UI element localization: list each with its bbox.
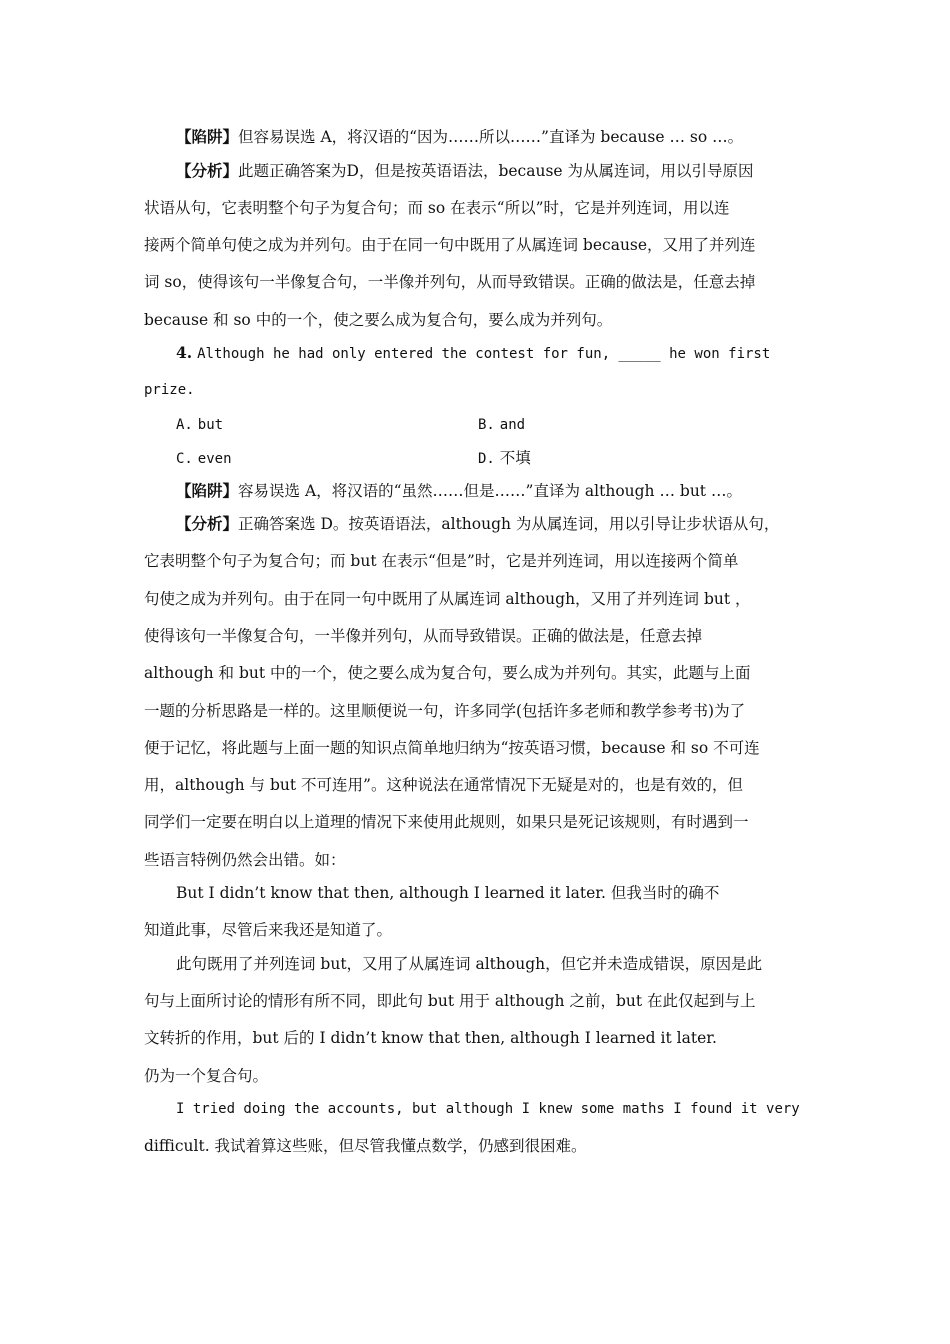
trap-tag: 【陷阱】	[176, 127, 239, 146]
analysis-paragraph-2-line-9: 同学们一定要在明白以上道理的情况下来使用此规则，如果只是死记该规则，有时遇到一	[144, 813, 749, 831]
trap-text: 但容易误选 A，将汉语的“因为……所以……”直译为 because … so …。	[238, 128, 744, 146]
trap-tag: 【陷阱】	[176, 481, 239, 500]
trap-paragraph-2	[176, 481, 742, 501]
example-sentence-2: I tried doing the accounts, but although I knew some maths I found it very	[176, 1101, 800, 1117]
analysis-paragraph-2-line-4: 使得该句一半像复合句，一半像并列句，从而导致错误。正确的做法是，任意去掉	[144, 627, 703, 645]
analysis-paragraph-1-line-5: because 和 so 中的一个，使之要么成为复合句，要么成为并列句。	[144, 311, 613, 329]
question-stem-cont: prize.	[144, 382, 195, 398]
analysis-paragraph-1-line-3: 接两个简单句使之成为并列句。由于在同一句中既用了从属连词 because，又用了并列连	[144, 236, 756, 254]
analysis-paragraph-2-line-3: 句使之成为并列句。由于在同一句中既用了从属连词 although，又用了并列连词 but ，	[144, 590, 751, 608]
analysis-paragraph-2-line-2: 它表明整个句子为复合句；而 but 在表示“但是”时，它是并列连词，用以连接两个简单	[144, 552, 739, 570]
analysis-paragraph-1-line-2: 状语从句，它表明整个句子为复合句；而 so 在表示“所以”时，它是并列连词，用以连	[144, 199, 730, 217]
trap-paragraph-1	[176, 127, 743, 147]
example-sentence-2-cont: difficult. 我试着算这些账，但尽管我懂点数学，仍感到很困难。	[144, 1137, 587, 1155]
analysis-paragraph-1-line-1	[176, 161, 754, 181]
question-4	[176, 343, 770, 364]
option-c: C. even	[176, 451, 232, 467]
question-stem: Although he had only entered the contest for fun, _____ he won first	[197, 346, 771, 362]
example-sentence-1: But I didn’t know that then, although I learned it later. 但我当时的确不	[176, 884, 720, 902]
analysis-text: 正确答案选 D。按英语语法，although 为从属连词，用以引导让步状语从句，	[238, 515, 780, 533]
explanation-line-1: 此句既用了并列连词 but，又用了从属连词 although，但它并未造成错误，原因是此	[176, 955, 763, 973]
analysis-tag: 【分析】	[176, 161, 239, 180]
analysis-paragraph-2-line-10: 些语言特例仍然会出错。如：	[144, 851, 346, 869]
explanation-line-4: 仍为一个复合句。	[144, 1067, 269, 1085]
analysis-paragraph-2-line-6: 一题的分析思路是一样的。这里顺便说一句，许多同学(包括许多老师和教学参考书)为了	[144, 702, 746, 720]
explanation-line-2: 句与上面所讨论的情形有所不同，即此句 but 用于 although 之前，but 在此仅起到与上	[144, 992, 756, 1010]
analysis-tag: 【分析】	[176, 514, 239, 533]
explanation-line-3: 文转折的作用，but 后的 I didn’t know that then, although I learned it later.	[144, 1029, 717, 1047]
option-a: A. but	[176, 417, 224, 433]
trap-text: 容易误选 A，将汉语的“虽然……但是……”直译为 although … but …。	[238, 482, 742, 500]
example-sentence-1-cont: 知道此事，尽管后来我还是知道了。	[144, 921, 393, 939]
analysis-paragraph-2-line-5: although 和 but 中的一个，使之要么成为复合句，要么成为并列句。其实，此题与上面	[144, 664, 751, 682]
analysis-paragraph-2-line-1	[176, 514, 779, 534]
option-b: B. and	[478, 417, 526, 433]
analysis-paragraph-1-line-4: 词 so，使得该句一半像复合句，一半像并列句，从而导致错误。正确的做法是，任意去掉	[144, 273, 756, 291]
analysis-paragraph-2-line-7: 便于记忆，将此题与上面一题的知识点简单地归纳为“按英语习惯，because 和 so 不可连	[144, 739, 760, 757]
option-d: D. 不填	[478, 449, 531, 467]
question-number: 4.	[176, 343, 193, 362]
analysis-text: 此题正确答案为D，但是按英语语法，because 为从属连词，用以引导原因	[238, 162, 754, 180]
analysis-paragraph-2-line-8: 用，although 与 but 不可连用”。这种说法在通常情况下无疑是对的，也是有效的，但	[144, 776, 743, 794]
